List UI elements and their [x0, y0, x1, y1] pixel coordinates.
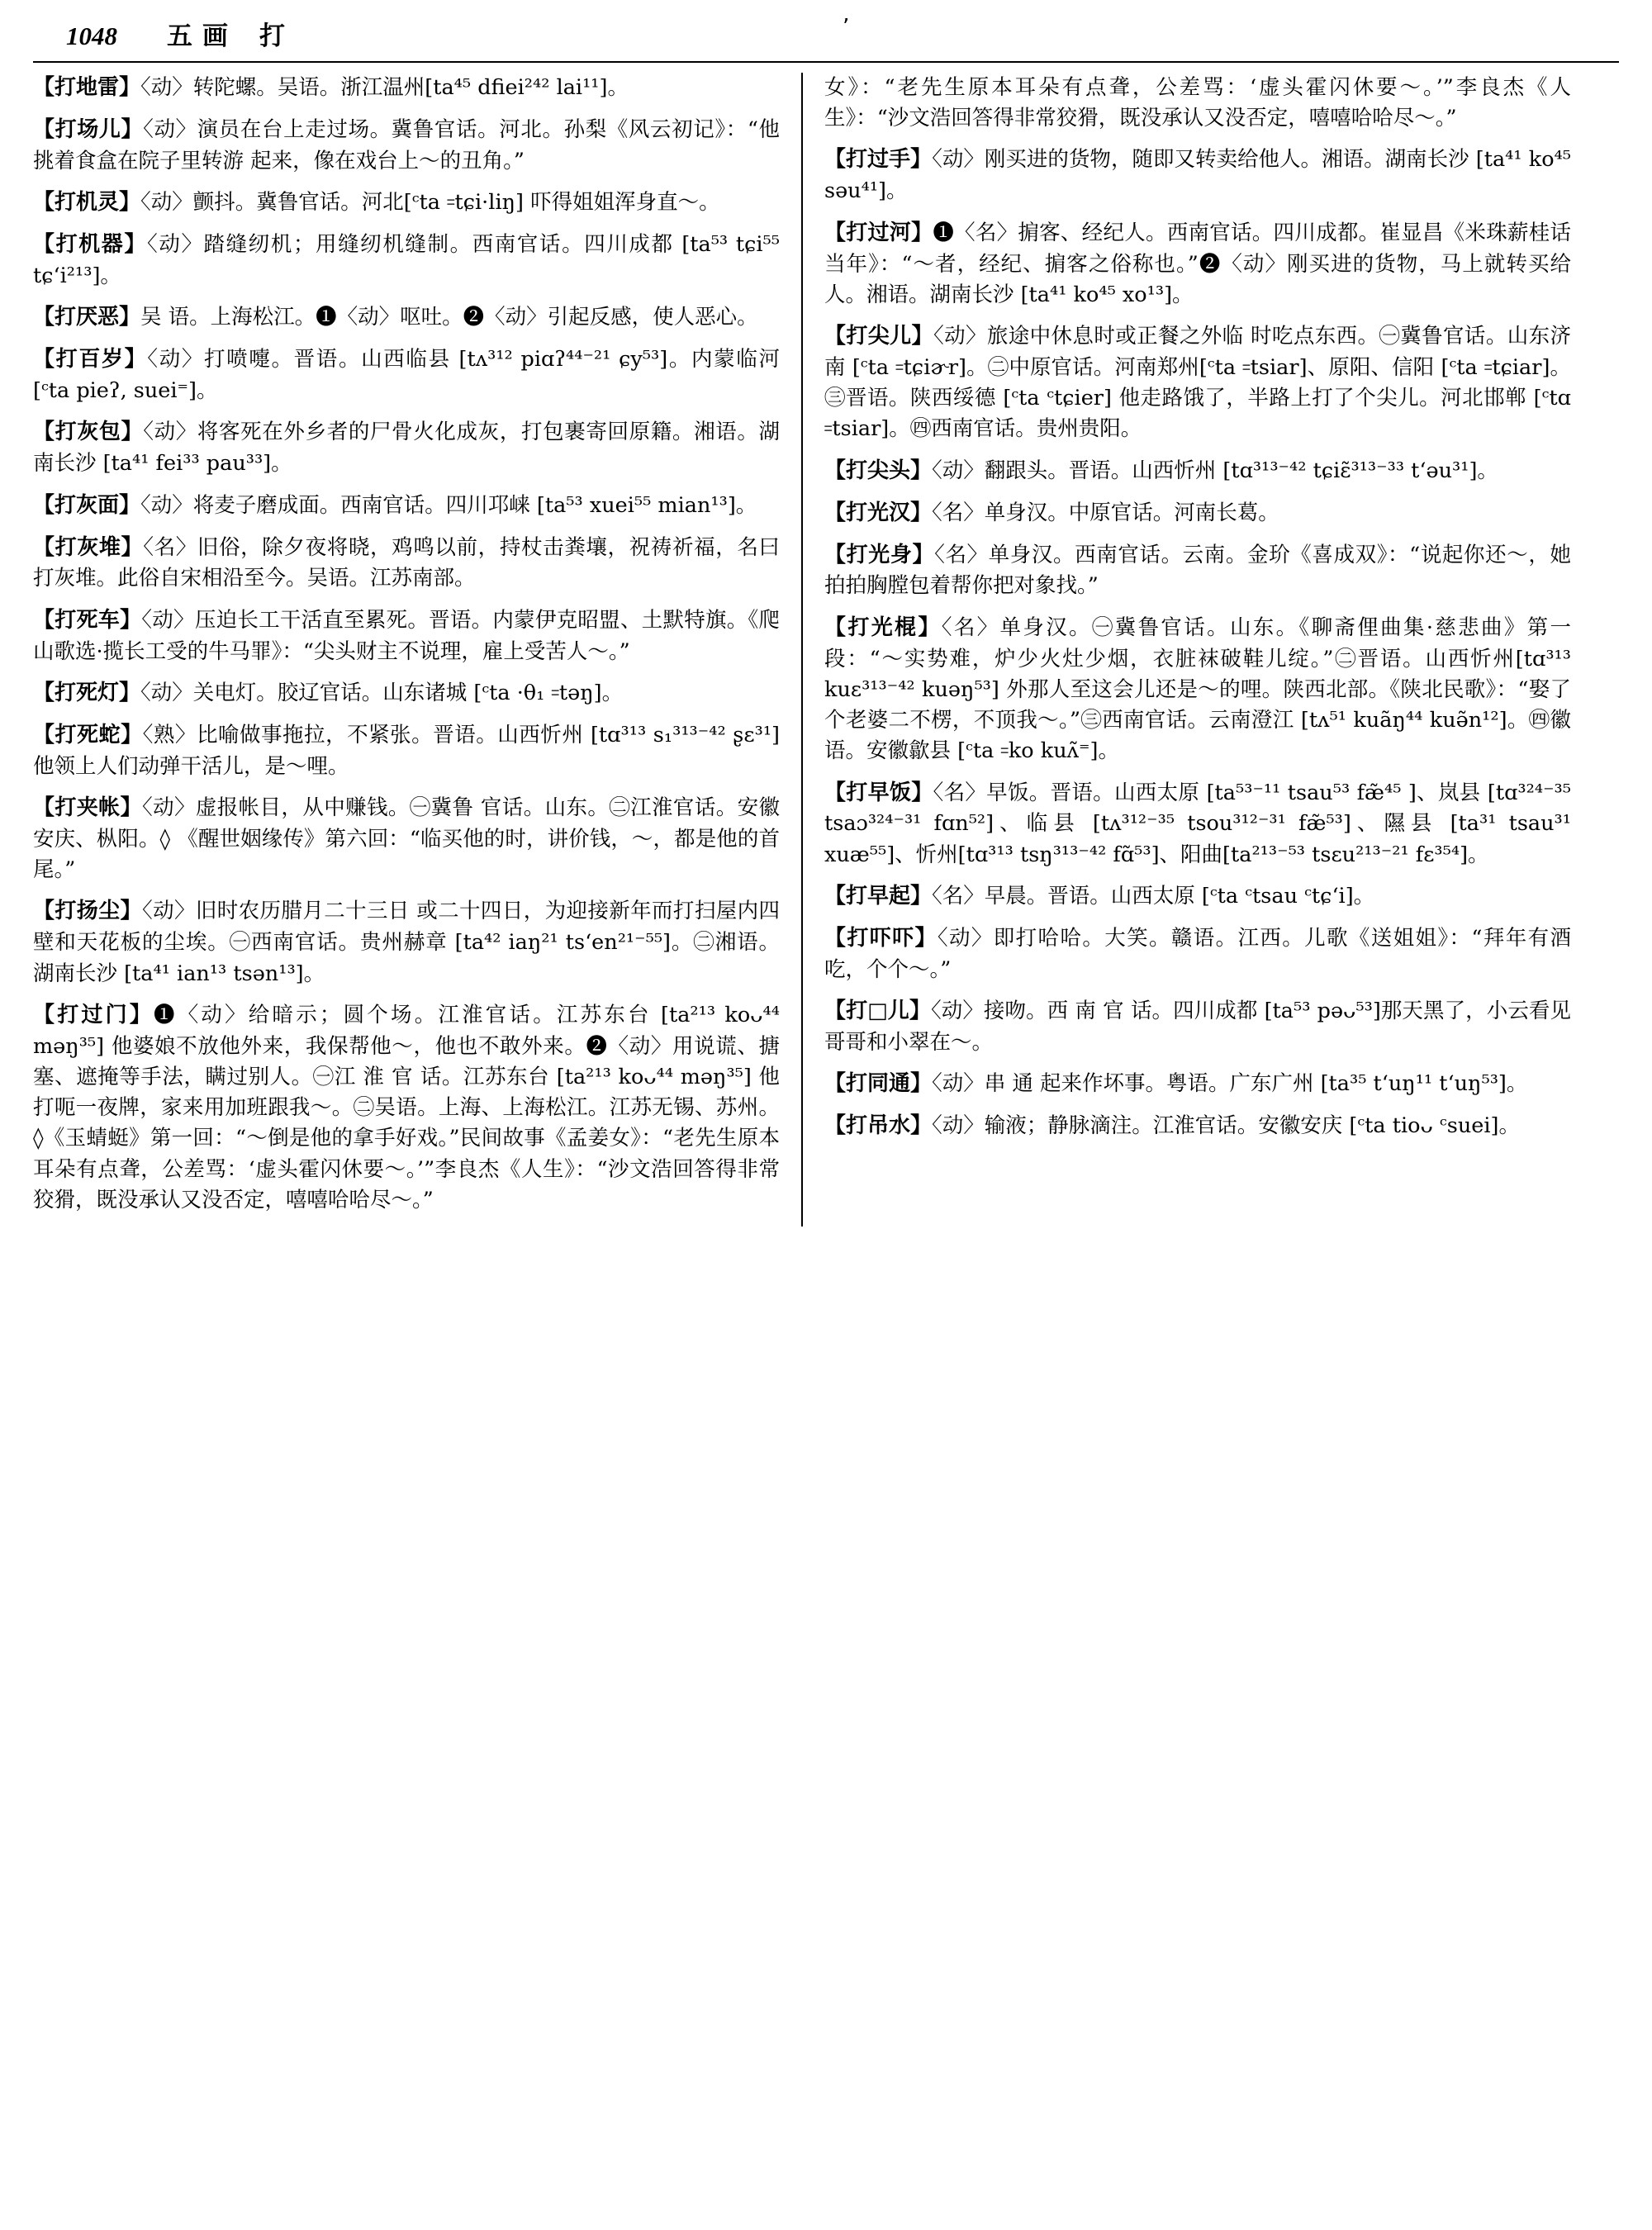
- columns-container: [33, 73, 1619, 1226]
- entry-dasiche: [33, 605, 780, 667]
- entry-dajiling: [33, 187, 780, 219]
- headword: 【打灰堆】: [33, 534, 144, 560]
- entry-daguomen: [33, 1000, 780, 1216]
- headword: 【打场儿】: [33, 116, 144, 142]
- headword: 【打灰面】: [33, 492, 141, 518]
- left-column: [33, 73, 801, 1226]
- entry-body: 〈动〉踏缝纫机；用缝纫机缝制。西南官话。四川成都 [ta⁵³ tɕi⁵⁵ tɕʻi²¹³]。: [33, 232, 780, 289]
- headword: 【打死蛇】: [33, 722, 143, 747]
- entry-body: 〈动〉转陀螺。吴语。浙江温州[ta⁴⁵ dfiei²⁴² lai¹¹]。: [140, 75, 629, 100]
- headword: 【打夹帐】: [33, 795, 142, 820]
- headword: 【打尖儿】: [824, 324, 933, 349]
- headword: 【打早饭】: [824, 780, 933, 805]
- entry-dajiqi: [33, 230, 780, 292]
- entry-datongtong: [824, 1069, 1571, 1100]
- entry-dayanwu: [33, 302, 780, 334]
- entry-dayangchen: [33, 896, 780, 989]
- headword: 【打百岁】: [33, 347, 148, 372]
- entry-body: 〈名〉早饭。晋语。山西太原 [ta⁵³⁻¹¹ tsau⁵³ fæ̃⁴⁵ ]、岚县 [tɑ³²⁴⁻³⁵ tsaɔ³²⁴⁻³¹ fɑn⁵²]、临县 [tʌ³¹²⁻³⁵ tsou³¹²⁻³¹ fæ̃⁵³]、隰县 [ta³¹ tsau³¹ xuæ⁵⁵]、忻州[tɑ³¹³ tsŋ³¹³⁻⁴² fɑ̃⁵³]、阳曲[ta²¹³⁻⁵³ tsɛu²¹³⁻²¹ fɛ³⁵⁴]。: [824, 780, 1571, 867]
- headword: 【打地雷】: [33, 75, 141, 100]
- headword: 【打死车】: [33, 607, 142, 633]
- headword: 【打□儿】: [824, 999, 931, 1024]
- entry-body: 〈动〉打喷嚏。晋语。山西临县 [tʌ³¹² piɑʔ⁴⁴⁻²¹ ɕy⁵³]。内蒙临河 [ᶜta pieʔ, suei⁼]。: [33, 347, 780, 404]
- page-header: [33, 15, 1619, 58]
- entry-body: 〈动〉输液；静脉滴注。江淮官话。安徽安庆 [ᶜta tioᴗ ᶜsuei]。: [932, 1113, 1520, 1139]
- entry-body: 〈动〉串 通 起来作坏事。粤语。广东广州 [ta³⁵ tʻuŋ¹¹ tʻuŋ⁵³]。: [932, 1071, 1528, 1097]
- headword: 【打扬尘】: [33, 899, 142, 924]
- headword: 【打早起】: [824, 883, 933, 909]
- stroke-label: 五画: [167, 21, 238, 51]
- entry-body: 〈动〉旧时农历腊月二十三日 或二十四日，为迎接新年而打扫屋内四壁和天花板的尘埃。㊀西南官话。贵州赫章 [ta⁴² iaŋ²¹ tsʻen²¹⁻⁵⁵]。㊁湘语。湖南长沙 [ta⁴¹ ian¹³ tsən¹³]。: [33, 899, 780, 986]
- entry-daguohe: [824, 218, 1571, 311]
- headword: 【打同通】: [824, 1071, 933, 1097]
- entry-daxiaxia: [824, 923, 1571, 985]
- entry-body: 〈名〉旧俗，除夕夜将晓，鸡鸣以前，持杖击粪壤，祝祷祈福，名曰打灰堆。此俗自宋相沿至今。吴语。江苏南部。: [33, 534, 780, 591]
- entry-daguoshou: [824, 145, 1571, 206]
- entry-dajiantou: [824, 456, 1571, 487]
- entry-dajiazhang: [33, 793, 780, 885]
- headword: 【打机灵】: [33, 190, 141, 216]
- continuation-body: 女》：“老先生原本耳朵有点聋，公差骂：‘虚头霍闪休要～。’”李良杰《人生》：“沙文浩回答得非常狡猾，既没承认又没否定，嘻嘻哈哈尽～。”: [824, 75, 1571, 131]
- entry-body: 〈动〉关电灯。胶辽官话。山东诸城 [ᶜta ·θ₁ ꞊təŋ]。: [140, 680, 624, 705]
- entry-dajianer: [824, 321, 1571, 445]
- headword: 【打尖头】: [824, 458, 933, 483]
- entry-dalei: [33, 73, 780, 104]
- headword: 【打吓吓】: [824, 925, 938, 951]
- headword: 【打机器】: [33, 232, 147, 258]
- entry-dahuidui: [33, 533, 780, 595]
- entry-body: 〈动〉接吻。西 南 官 话。四川成都 [ta⁵³ pəᴗ⁵³]那天黑了，小云看见哥哥和小翠在～。: [824, 999, 1571, 1055]
- headword: 【打光汉】: [824, 500, 933, 525]
- entry-body: 〈动〉将客死在外乡者的尸骨火化成灰，打包裹寄回原籍。湘语。湖南长沙 [ta⁴¹ fei³³ pau³³]。: [33, 420, 780, 477]
- entry-body: 〈动〉即打哈哈。大笑。赣语。江西。儿歌《送姐姐》：“拜年有酒吃，个个～。”: [824, 925, 1571, 982]
- entry-body: 〈名〉早晨。晋语。山西太原 [ᶜta ᶜtsau ᶜtɕʻi]。: [932, 883, 1375, 909]
- headword: 【打光棍】: [824, 614, 942, 640]
- entry-dahuibao: [33, 417, 780, 479]
- entry-body: ❶〈动〉给暗示；圆个场。江淮官话。江苏东台 [ta²¹³ koᴗ⁴⁴ məŋ³⁵] 他婆娘不放他外来，我保帮他～，他也不敢外来。❷〈动〉用说谎、搪塞、遮掩等手法，瞒过别人。㊀江 淮 官 话。江苏东台 [ta²¹³ koᴗ⁴⁴ məŋ³⁵] 他打呃一夜牌，家来用加班跟我～。㊁吴语。上海、上海松江。江苏无锡、苏州。◊《玉蜻蜓》第一回：“～倒是他的拿手好戏。”民间故事《孟姜女》：“老先生原本耳朵有点聋，公差骂：‘虚头霍闪休要～。’”李良杰《人生》：“沙文浩回答得非常狡猾，既没承认又没否定，嘻嘻哈哈尽～。”: [33, 1002, 780, 1212]
- headword: 【打过门】: [33, 1002, 154, 1027]
- entry-body: 〈动〉压迫长工干活直至累死。晋语。内蒙伊克昭盟、土默特旗。《爬山歌选·揽长工受的牛马罪》：“尖头财主不说理，雇上受苦人～。”: [33, 607, 780, 664]
- entry-body: 〈名〉单身汉。㊀冀鲁官话。山东。《聊斋俚曲集·慈悲曲》第一段：“～实势难，炉少火灶少烟，衣脏袜破鞋儿绽。”㊁晋语。山西忻州[tɑ³¹³ kuɛ³¹³⁻⁴² kuəŋ⁵³] 外那人至这会儿还是～的哩。陕西北部。《陕北民歌》：“娶了个老婆二不楞，不顶我～。”㊂西南官话。云南澄江 [tʌ⁵¹ kuãŋ⁴⁴ kuə̃n¹²]。㊃徽语。安徽歙县 [ᶜta ꞊ko kuʌ̃⁼]。: [824, 614, 1571, 764]
- headword: 【打厌恶】: [33, 305, 141, 330]
- headword: 【打灰包】: [33, 420, 144, 445]
- header-rule: [33, 61, 1619, 63]
- entry-body: 〈名〉单身汉。西南官话。云南。金玠《喜成双》：“说起你还～，她拍拍胸膛包着帮你把对象找。”: [824, 542, 1571, 599]
- entry-padiaoshui: [824, 1111, 1571, 1142]
- entry-dahuimian: [33, 491, 780, 522]
- entry-body: 〈动〉将麦子磨成面。西南官话。四川邛崃 [ta⁵³ xuei⁵⁵ mian¹³]。: [140, 492, 757, 518]
- entry-body: 吴 语。上海松江。❶〈动〉呕吐。❷〈动〉引起反感，使人恶心。: [140, 305, 758, 330]
- headword: 【打过河】: [824, 220, 933, 245]
- entry-dazaofan: [824, 778, 1571, 871]
- entry-body: 〈动〉翻跟头。晋语。山西忻州 [tɑ³¹³⁻⁴² tɕiɛ̃³¹³⁻³³ tʻəu³¹]。: [932, 458, 1498, 483]
- entry-body: 〈动〉演员在台上走过场。冀鲁官话。河北。孙梨《风云初记》：“他挑着食盒在院子里转游 起来，像在戏台上～的丑角。”: [33, 116, 780, 173]
- right-column: [803, 73, 1571, 1226]
- entry-body: ❶〈名〉掮客、经纪人。西南官话。四川成都。崔显昌《米珠薪桂话当年》：“～者，经纪、掮客之俗称也。”❷〈动〉刚买进的货物，马上就转买给人。湘语。湖南长沙 [ta⁴¹ ko⁴⁵ xo¹³]。: [824, 220, 1571, 307]
- entry-body: 〈名〉单身汉。中原官话。河南长葛。: [932, 500, 1279, 525]
- entry-dasishe: [33, 720, 780, 782]
- radical-label: 打: [259, 21, 285, 51]
- headword: 【打光身】: [824, 542, 935, 567]
- entry-daguangshen: [824, 540, 1571, 602]
- entry-dabaisui: [33, 344, 780, 406]
- entry-dasideng: [33, 678, 780, 709]
- headword: 【打死灯】: [33, 680, 141, 705]
- entry-body: 〈动〉虚报帐目，从中赚钱。㊀冀鲁 官话。山东。㊁江淮官话。安徽安庆、枞阳。◊ 《醒世姻缘传》第六回：“临买他的时，讲价钱，～，都是他的首尾。”: [33, 795, 780, 883]
- entry-dazaoqi: [824, 881, 1571, 913]
- entry-body: 〈动〉颤抖。冀鲁官话。河北[ᶜta ꞊tɕi·liŋ] 吓得姐姐浑身直～。: [140, 190, 720, 216]
- headword: 【打吊水】: [824, 1113, 933, 1139]
- entry-dakouer: [824, 996, 1571, 1058]
- entry-daguanghan: [824, 498, 1571, 529]
- entry-body: 〈动〉旅途中休息时或正餐之外临 时吃点东西。㊀冀鲁官话。山东济南 [ᶜta ꞊tɕiɚr]。㊁中原官话。河南郑州[ᶜta ꞊tsiar]、原阳、信阳 [ᶜta ꞊tɕiar]。㊂晋语。陕西绥德 [ᶜta ᶜtɕier] 他走路饿了，半路上打了个尖儿。河北邯郸 [ᶜtɑ ꞊tsiar]。㊃西南官话。贵州贵阳。: [824, 324, 1571, 442]
- headword: 【打过手】: [824, 147, 933, 173]
- continuation-text: [824, 73, 1571, 134]
- page-number: 1048: [66, 21, 117, 50]
- entry-body: 〈动〉刚买进的货物，随即又转卖给他人。湘语。湖南长沙 [ta⁴¹ ko⁴⁵ səu⁴¹]。: [824, 147, 1571, 204]
- top-mark: ʼ: [843, 15, 850, 40]
- entry-body: 〈熟〉比喻做事拖拉，不紧张。晋语。山西忻州 [tɑ³¹³ s₁³¹³⁻⁴² ʂɛ³¹]他领上人们动弹干活儿，是～哩。: [33, 722, 780, 779]
- entry-daguanggun: [824, 613, 1571, 767]
- entry-dachanger: [33, 115, 780, 177]
